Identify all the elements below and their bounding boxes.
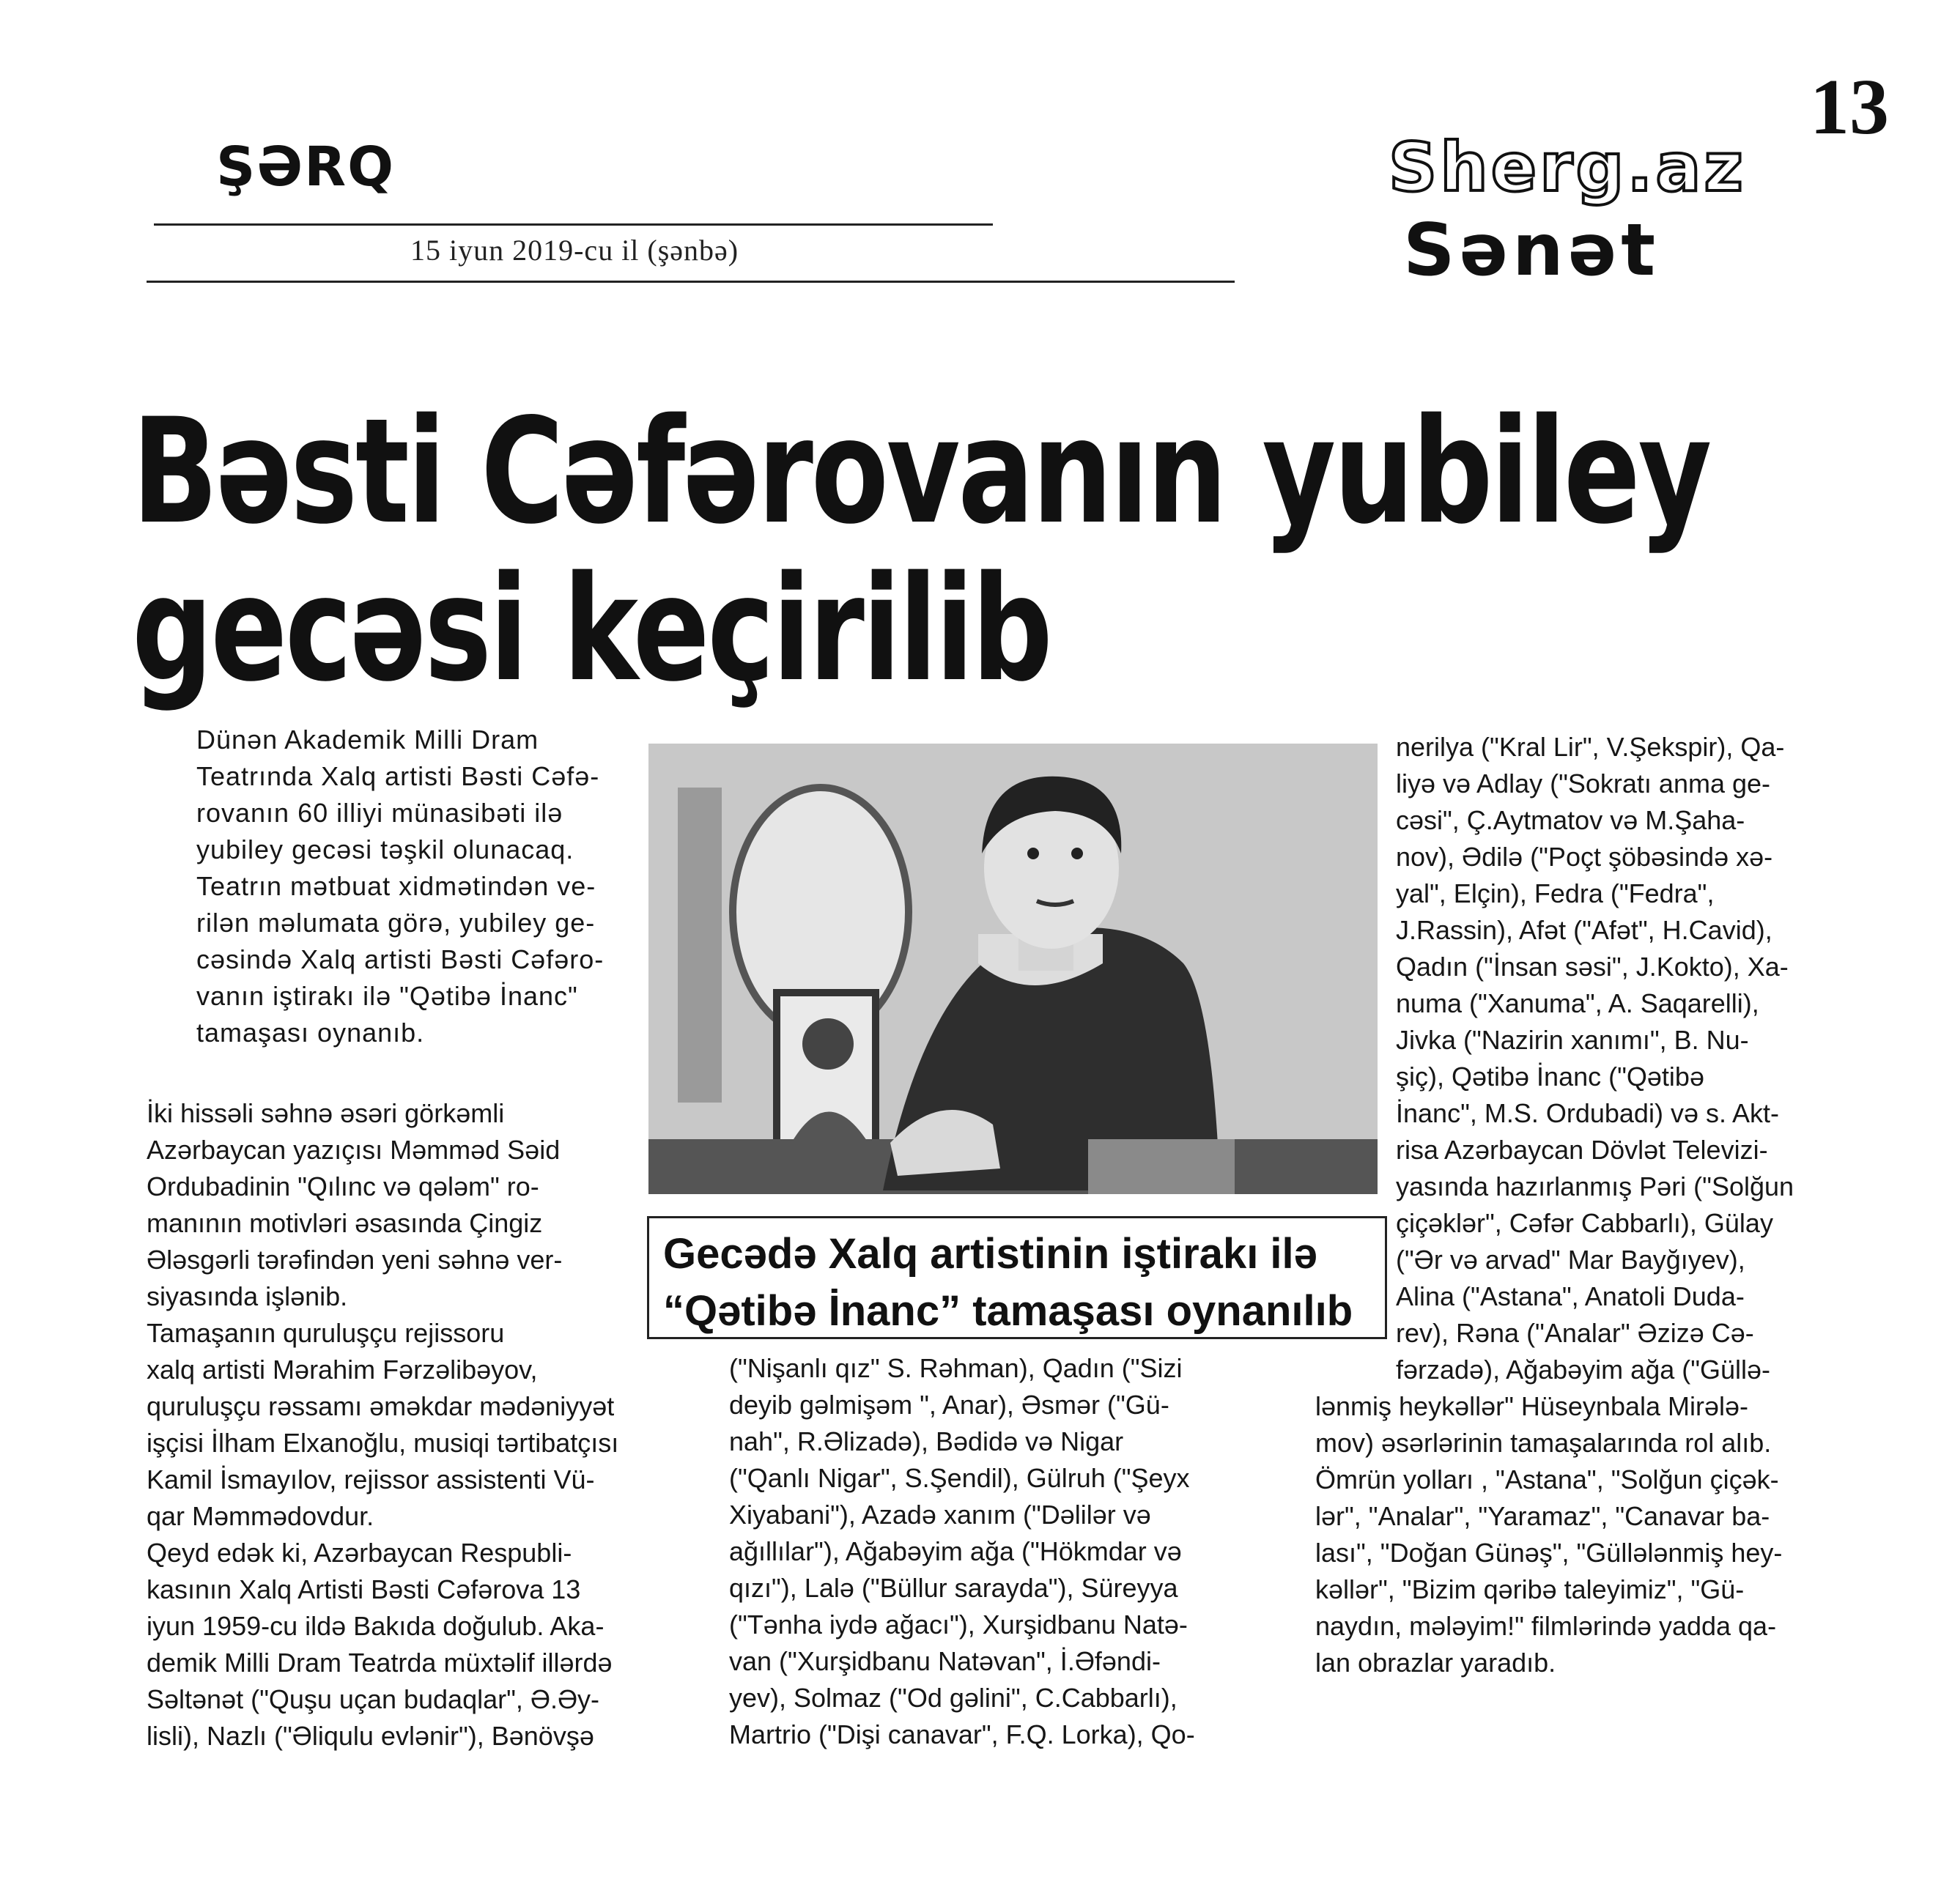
- article-column-3: [1396, 729, 1794, 1388]
- photo-caption: [663, 1226, 1353, 1340]
- column-1b-line: Kamil İsmayılov, rejissor assistenti Vü-: [147, 1464, 595, 1494]
- column-1-line: rilən məlumata görə, yubiley ge-: [196, 908, 596, 938]
- column-3-line: yasında hazırlanmış Pəri ("Solğun: [1396, 1171, 1794, 1201]
- column-1-line: vanın iştirakı ilə "Qətibə İnanc": [196, 981, 578, 1011]
- column-1b-line: xalq artisti Mərahim Fərzəlibəyov,: [147, 1355, 538, 1385]
- column-3-line: J.Rassin), Afət ("Afət", H.Cavid),: [1396, 915, 1772, 945]
- column-3b-line: lası", "Doğan Günəş", "Güllələnmiş hey-: [1315, 1538, 1783, 1568]
- article-photo: [648, 744, 1378, 1194]
- column-2-line: qızı"), Lalə ("Büllur sarayda"), Süreyya: [729, 1573, 1178, 1603]
- issue-date: 15 iyun 2019-cu il (şənbə): [410, 234, 739, 267]
- column-1b-line: Ələsgərli tərəfindən yeni səhnə ver-: [147, 1245, 563, 1275]
- column-1b-line: İki hissəli səhnə əsəri görkəmli: [147, 1098, 505, 1128]
- page-number: 13: [1810, 64, 1889, 151]
- column-1b-line: Səltənət ("Quşu uçan budaqlar", Ə.Əy-: [147, 1684, 600, 1714]
- column-3-line: numa ("Xanuma", A. Saqarelli),: [1396, 988, 1759, 1018]
- column-3b-line: lər", "Analar", "Yaramaz", "Canavar ba-: [1315, 1501, 1770, 1531]
- column-3-line: fərzadə), Ağabəyim ağa ("Güllə-: [1396, 1355, 1771, 1385]
- photo-caption-line-1: Gecədə Xalq artistinin iştirakı ilə: [663, 1230, 1317, 1278]
- column-1-line: yubiley gecəsi təşkil olunacaq.: [196, 834, 574, 864]
- column-2-line: ("Qanlı Nigar", S.Şendil), Gülruh ("Şeyx: [729, 1463, 1190, 1493]
- column-1-line: Dünən Akademik Milli Dram: [196, 725, 539, 755]
- column-1b-line: Ordubadinin "Qılınc və qələm" ro-: [147, 1171, 539, 1201]
- column-2-line: deyib gəlmişəm ", Anar), Əsmər ("Gü-: [729, 1390, 1169, 1420]
- section-title: Sənət: [1403, 209, 1660, 292]
- column-1b-line: Azərbaycan yazıçısı Məmməd Səid: [147, 1135, 561, 1165]
- column-2-line: nah", R.Əlizadə), Bədidə və Nigar: [729, 1426, 1124, 1456]
- column-1b-line: quruluşçu rəssamı əməkdar mədəniyyət: [147, 1391, 615, 1421]
- column-3b-line: kəllər", "Bizim qəribə taleyimiz", "Gü-: [1315, 1574, 1745, 1604]
- column-1b-line: Qeyd edək ki, Azərbaycan Respubli-: [147, 1538, 572, 1568]
- column-3-line: cəsi", Ç.Aytmatov və M.Şaha-: [1396, 805, 1745, 835]
- column-3-line: nerilya ("Kral Lir", V.Şekspir), Qa-: [1396, 732, 1785, 762]
- article-column-3-continued: [1315, 1388, 1782, 1681]
- column-2-line: Xiyabani"), Azadə xanım ("Dəlilər və: [729, 1500, 1151, 1530]
- column-3b-line: naydın, mələyim!" filmlərində yadda qa-: [1315, 1611, 1777, 1641]
- photo-caption-line-2: “Qətibə İnanc” tamaşası oynanılıb: [663, 1287, 1353, 1335]
- column-3-line: rev), Rəna ("Analar" Əzizə Cə-: [1396, 1318, 1754, 1348]
- column-3-line: şiç), Qətibə İnanc ("Qətibə: [1396, 1062, 1704, 1092]
- column-2-line: ("Nişanlı qız" S. Rəhman), Qadın ("Sizi: [729, 1353, 1183, 1383]
- column-1b-line: manının motivləri əsasında Çingiz: [147, 1208, 543, 1238]
- column-3b-line: lənmiş heykəllər" Hüseynbala Mirələ-: [1315, 1391, 1749, 1421]
- headline-line-1: Bəsti Cəfərovanın yubiley: [132, 387, 1710, 556]
- column-3-line: Qadın ("İnsan səsi", J.Kokto), Xa-: [1396, 952, 1789, 982]
- column-3-line: Alina ("Astana", Anatoli Duda-: [1396, 1281, 1745, 1311]
- column-1b-line: siyasında işlənib.: [147, 1281, 348, 1311]
- column-3-line: çiçəklər", Cəfər Cabbarlı), Gülay: [1396, 1208, 1773, 1238]
- column-1-line: rovanın 60 illiyi münasibəti ilə: [196, 798, 563, 828]
- column-1-line: Teatrında Xalq artisti Bəsti Cəfə-: [196, 761, 600, 791]
- headline-line-2: gecəsi keçirilib: [132, 544, 1051, 714]
- column-1-line: Teatrın mətbuat xidmətindən ve-: [196, 871, 596, 901]
- column-3b-line: Ömrün yolları , "Astana", "Solğun çiçək-: [1315, 1464, 1779, 1494]
- column-3-line: ("Ər və arvad" Mar Bayğıyev),: [1396, 1245, 1745, 1275]
- column-3-line: yal", Elçin), Fedra ("Fedra",: [1396, 878, 1715, 908]
- article-column-1: [196, 722, 604, 1051]
- column-1b-line: kasının Xalq Artisti Bəsti Cəfərova 13: [147, 1574, 581, 1604]
- column-1b-line: işçisi İlham Elxanoğlu, musiqi tərtibatçısı: [147, 1428, 619, 1458]
- article-column-2: [729, 1350, 1195, 1753]
- column-1-line: tamaşası oynanıb.: [196, 1018, 425, 1048]
- header-rule-top: [154, 223, 993, 226]
- column-3-line: nov), Ədilə ("Poçt şöbəsində xə-: [1396, 842, 1773, 872]
- column-2-line: ağıllılar"), Ağabəyim ağa ("Hökmdar və: [729, 1536, 1182, 1566]
- column-1b-line: lisli), Nazlı ("Əliqulu evlənir"), Bənövşə: [147, 1721, 594, 1751]
- column-1b-line: iyun 1959-cu ildə Bakıda doğulub. Aka-: [147, 1611, 605, 1641]
- column-3b-line: lan obrazlar yaradıb.: [1315, 1648, 1556, 1678]
- column-2-line: van ("Xurşidbanu Natəvan", İ.Əfəndi-: [729, 1646, 1161, 1676]
- column-1-line: cəsində Xalq artisti Bəsti Cəfəro-: [196, 944, 605, 974]
- column-1b-line: Tamaşanın quruluşçu rejissoru: [147, 1318, 505, 1348]
- column-3-line: liyə və Adlay ("Sokratı anma ge-: [1396, 768, 1771, 799]
- website-name: Sherg.az: [1389, 128, 1746, 207]
- column-2-line: yev), Solmaz ("Od gəlini", C.Cabbarlı),: [729, 1683, 1178, 1713]
- column-2-line: Martrio ("Dişi canavar", F.Q. Lorka), Qo-: [729, 1719, 1195, 1749]
- column-3b-line: mov) əsərlərinin tamaşalarında rol alıb.: [1315, 1428, 1772, 1458]
- column-3-line: İnanc", M.S. Ordubadi) və s. Akt-: [1396, 1098, 1779, 1128]
- article-column-1-continued: [147, 1095, 618, 1755]
- column-1b-line: demik Milli Dram Teatrda müxtəlif illərdə: [147, 1648, 613, 1678]
- column-3-line: risa Azərbaycan Dövlət Televizi-: [1396, 1135, 1768, 1165]
- header-rule-bottom: [147, 281, 1235, 283]
- column-3-line: Jivka ("Nazirin xanımı", B. Nu-: [1396, 1025, 1749, 1055]
- newspaper-masthead: ŞƏRQ: [216, 136, 396, 199]
- column-2-line: ("Tənha iydə ağacı"), Xurşidbanu Natə-: [729, 1609, 1188, 1640]
- column-1b-line: qar Məmmədovdur.: [147, 1501, 374, 1531]
